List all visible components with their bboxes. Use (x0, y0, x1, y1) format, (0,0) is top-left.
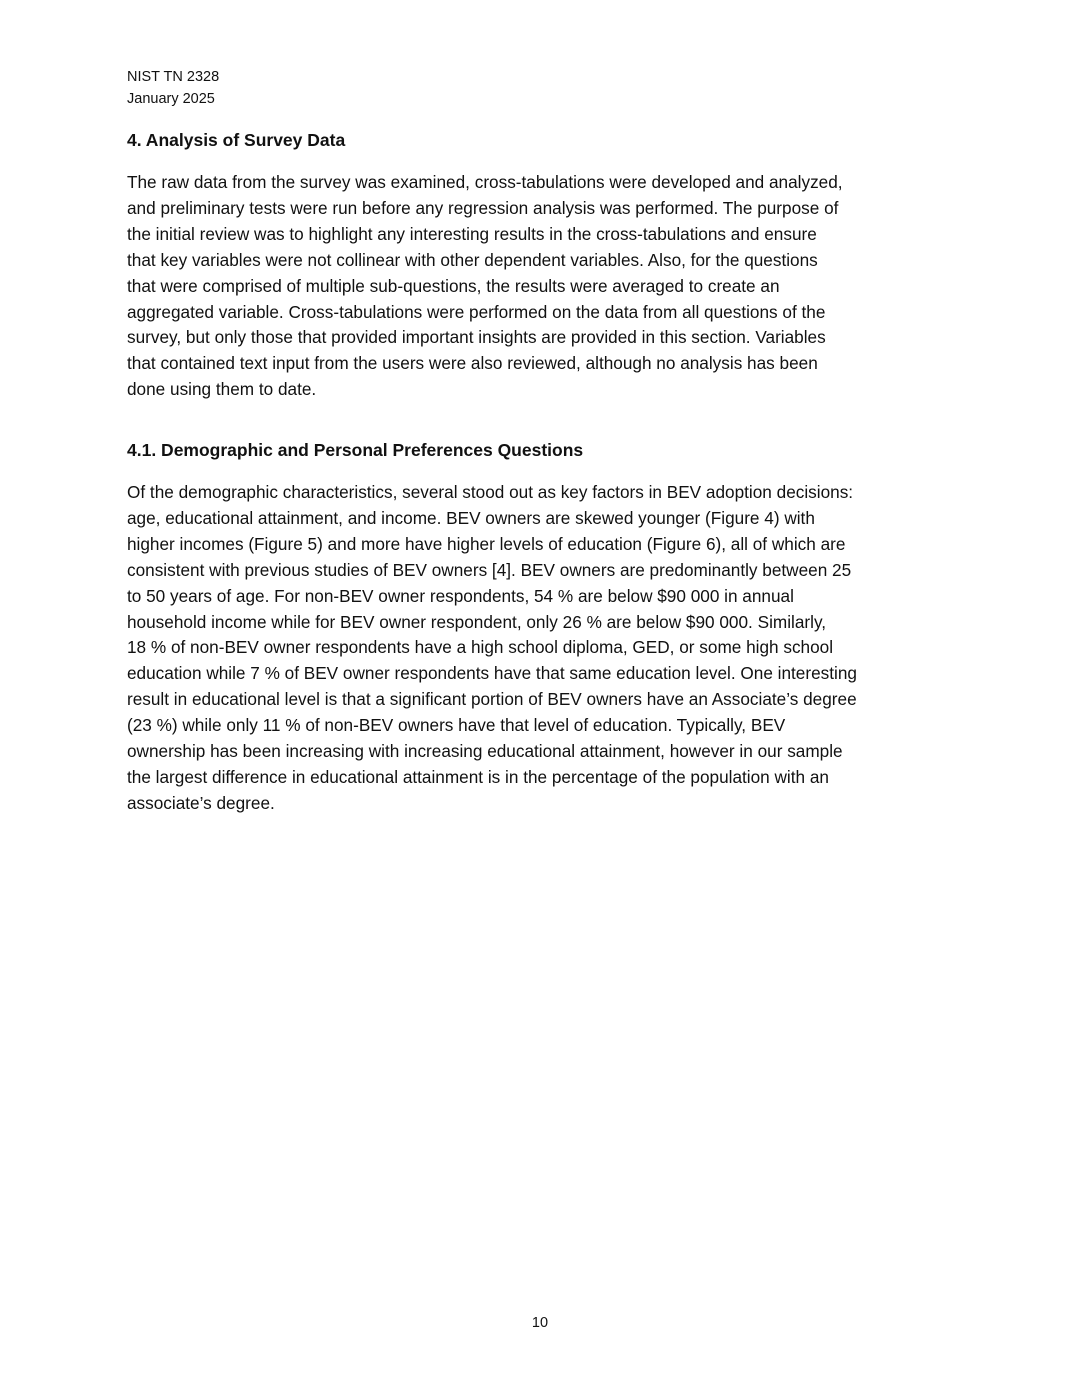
paragraph-line: and preliminary tests were run before any regression analysis was performed. The purpose of (127, 197, 839, 218)
paragraph-line: household income while for BEV owner respondent, only 26 % are below $90 000. Similarly, (127, 611, 827, 632)
paragraph-line: that contained text input from the users were also reviewed, although no analysis has been (127, 353, 818, 374)
paragraph-line: done using them to date. (127, 379, 317, 400)
paragraph-line: higher incomes (Figure 5) and more have higher levels of education (Figure 6), all of which are (127, 533, 846, 554)
paragraph-line: that key variables were not collinear with other dependent variables. Also, for the questions (127, 249, 818, 270)
paragraph-line: to 50 years of age. For non-BEV owner respondents, 54 % are below $90 000 in annual (127, 585, 794, 606)
paragraph-line: 18 % of non-BEV owner respondents have a high school diploma, GED, or some high school (127, 637, 834, 658)
paragraph-line: the initial review was to highlight any interesting results in the cross-tabulations and ensure (127, 223, 817, 244)
paragraph-line: survey, but only those that provided important insights are provided in this section. Variables (127, 327, 826, 348)
paragraph-line: that were comprised of multiple sub-questions, the results were averaged to create an (127, 275, 780, 296)
paragraph-analysis-of-survey-data (127, 170, 957, 403)
paragraph-line: associate’s degree. (127, 792, 275, 813)
paragraph-line: Of the demographic characteristics, several stood out as key factors in BEV adoption decisions: (127, 482, 854, 502)
paragraph-line: education while 7 % of BEV owner respondents have that same education level. One interesting (127, 663, 857, 684)
paragraph-line: the largest difference in educational attainment is in the percentage of the population with an (127, 766, 829, 787)
page-number: 10 (531, 1315, 549, 1331)
paragraph-line: result in educational level is that a significant portion of BEV owners have an Associate’s degree (127, 689, 857, 710)
paragraph-line: The raw data from the survey was examined, cross-tabulations were developed and analyzed, (127, 172, 843, 192)
paragraph-demographic-questions (127, 480, 957, 817)
page-header (127, 66, 219, 110)
paragraph-line: ownership has been increasing with increasing educational attainment, however in our sample (127, 741, 843, 762)
paragraph-line: (23 %) while only 11 % of non-BEV owners have that level of education. Typically, BEV (127, 715, 786, 736)
paragraph-line: age, educational attainment, and income. BEV owners are skewed younger (Figure 4) with (127, 507, 815, 528)
section-heading-analysis-of-survey-data: 4. Analysis of Survey Data (127, 130, 346, 150)
section-heading-demographic-questions: 4.1. Demographic and Personal Preferences Questions (127, 440, 584, 460)
paragraph-line: consistent with previous studies of BEV owners [4]. BEV owners are predominantly between 25 (127, 559, 852, 580)
report-id: NIST TN 2328 (127, 69, 220, 85)
report-date: January 2025 (127, 91, 215, 107)
paragraph-line: aggregated variable. Cross-tabulations were performed on the data from all questions of the (127, 301, 826, 322)
